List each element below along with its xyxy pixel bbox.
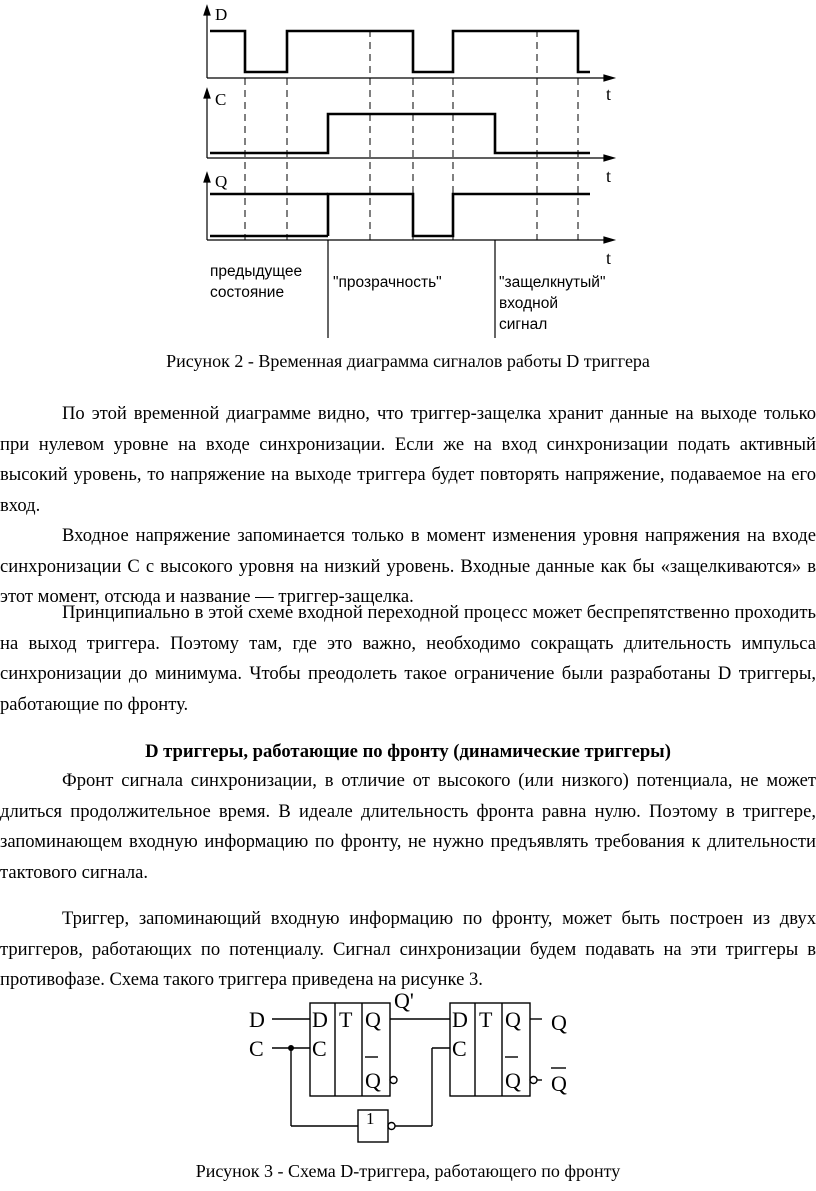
phase-label-latched-2: входной [499, 295, 558, 312]
trigger-1-q: Q [365, 1007, 381, 1032]
c-waveform [210, 114, 590, 153]
junction-dot [288, 1045, 294, 1051]
output-nq-label: Q [551, 1071, 567, 1096]
output-q-label: Q [551, 1010, 567, 1035]
signal-label-d: D [215, 5, 228, 24]
section-heading: D триггеры, работающие по фронту (динамические триггеры) [145, 741, 671, 762]
paragraph-5: Триггер, запоминающий входную информацию по фронту, может быть построен из двух триггеров, работающих по потенциалу. Сигнал синхронизации будем подавать на эти триггеры в противофазе. Схема такого триггера приведена на рисунке 3. [0, 908, 816, 991]
trigger-2-d: D [452, 1007, 468, 1032]
paragraph-1: По этой временной диаграмме видно, что триггер-защелка хранит данные на выходе только при нулевом уровне на входе синхронизации. Если же на вход синхронизации подать активный высокий уровень, то напряжение на выходе триггера будет повторять напряжение, подаваемое на его вход. [0, 403, 816, 516]
axis-label-t-c: t [606, 166, 612, 186]
phase-label-previous-2: состояние [210, 284, 285, 301]
phase-label-transparency: "прозрачность" [333, 274, 442, 291]
trigger-2-q: Q [505, 1007, 521, 1032]
trigger-2-t: T [479, 1007, 493, 1032]
q-prime-label: Q' [394, 988, 414, 1013]
phase-label-previous-1: предыдущее [210, 263, 303, 280]
trigger-2-c: C [452, 1036, 467, 1061]
trigger-1-t: T [339, 1007, 353, 1032]
axis-label-t-q: t [606, 248, 612, 268]
d-waveform [210, 31, 590, 72]
edge-trigger-schematic [0, 985, 816, 1155]
phase-label-latched-3: сигнал [499, 316, 548, 333]
trigger-1-d: D [312, 1007, 328, 1032]
timing-diagram [0, 0, 816, 345]
trigger-1-c: C [312, 1036, 327, 1061]
axis-label-t-d: t [606, 84, 612, 104]
trigger-1-nq: Q [365, 1068, 381, 1093]
figure3-caption: Рисунок 3 - Схема D-триггера, работающего по фронту [195, 1161, 621, 1181]
signal-label-q: Q [215, 172, 228, 191]
paragraph-4: Фронт сигнала синхронизации, в отличие от высокого (или низкого) потенциала, не может длиться продолжительное время. В идеале длительность фронта равна нулю. Поэтому в триггере, запоминающем входную информацию по фронту, не нужно предъявлять требования к длительности тактового сигнала. [0, 770, 816, 883]
signal-label-c: C [215, 90, 227, 109]
q-waveform [328, 194, 590, 236]
trigger-2-nq: Q [505, 1068, 521, 1093]
input-d-label: D [249, 1007, 265, 1032]
paragraph-3: Принципиально в этой схеме входной переходной процесс может беспрепятственно проходить на выход триггера. Поэтому там, где это важно, необходимо сокращать длительность импульса синхронизации до минимума. Чтобы преодолеть такое ограничение были разработаны D триггеры, работающие по фронту. [0, 602, 816, 715]
phase-label-latched-1: "защелкнутый" [499, 274, 606, 291]
figure2-caption: Рисунок 2 - Временная диаграмма сигналов работы D триггера [166, 351, 650, 371]
inverter-label: 1 [366, 1109, 375, 1128]
input-c-label: C [249, 1036, 264, 1061]
paragraph-2: Входное напряжение запоминается только в момент изменения уровня напряжения на входе синхронизации C с высокого уровня на низкий уровень. Входные данные как бы «защелкиваются» в этот момент, отсюда и название — триггер-защелка. [0, 525, 816, 608]
